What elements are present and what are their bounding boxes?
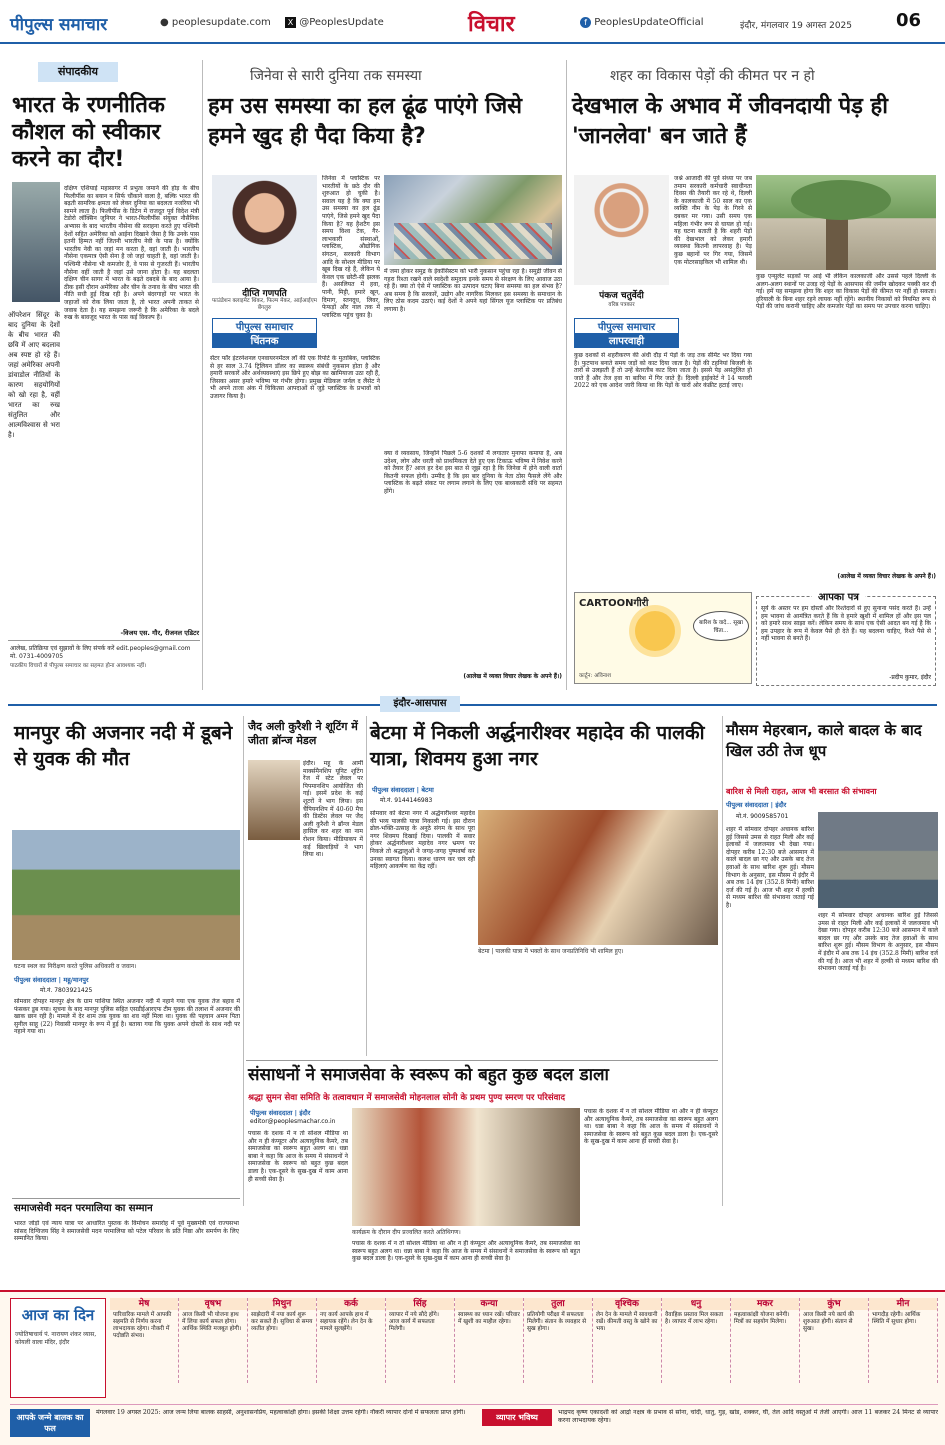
bronze-body: इंदौर। महू के आर्मी मार्क्समैनशिप यूनिट शूटिंग रेंज में स्टेट लेवल पर पिपमानशिप आयोजित की गई। इसमें प्रदेश के कई शूटरों ने भाग लिया। इस चैंपियनशिप में 40-60 मैच की डिस्टेंस लेवल पर जैद अली कुरैशी ने ब्रॉन्ज मेडल हासिल कर शहर का नाम रोशन किया। मीडियाकप में कई खिलाड़ियों ने भाग लिया था। [303,760,363,859]
author-role-pankaj: वरिष्ठ पत्रकार [608,302,635,308]
masthead [0,0,945,44]
drowning-photo-caption: घटना स्थल का निरीक्षण करते पुलिस अधिकारी व जवान। [14,963,137,970]
plastic-body-4: क्या वे व्यवसाय, जिन्होंने पिछले 5-6 दशकों में लगातार मुनाफा कमाया है, अब उदेश्य, लोग और धरती को प्राथमिकता देते हुए एक टिकाऊ भविष्य में निवेश करने को तैयार हैं? आज हर देश इस बात से जूझ रहा है कि जिनेवा में होने वाली वार्ता कितनी सफल होगी। उम्मीद है कि इस बार दुनिया के नेता ठोस फैसले लेंगे और प्लास्टिक के बढ़ते संकट पर लगाम लगाने के लिए एक बाध्यकारी संधि पर सहमत होंगे। [384,450,562,495]
rashi-text: महत्वाकांक्षी योजना बनेगी। मित्रों का सहयोग मिलेगा। [734,1312,790,1325]
editorial-photo [12,182,60,302]
sansad-reporter: पीपुल्स संवाददाता | इंदौर [250,1109,311,1117]
rashi-name: वृषभ [179,1298,247,1310]
rashi-text: पारिवारिक मामले में आपकी सहमति से निर्णय करना लाभदायक रहेगा। नौकरी में पदोन्नति संभव। [113,1312,172,1339]
rashi-cell [179,1298,248,1383]
bronze-photo [248,760,300,840]
rashi-text: आज किसी भी योजना हाथ में लिया कार्य सफल होगा। आर्थिक स्थिति मजबूत होगी। [182,1312,242,1332]
rashi-cell [317,1298,386,1383]
letters-byline: -प्रदीप कुमार, इंदौर [889,674,931,681]
rashi-name: कर्क [317,1298,385,1310]
weather-photo [818,812,938,908]
section-title: विचार [468,12,515,37]
local-section-band [0,696,945,712]
trees-body-2: कुछ दशकों से शहरीकरण की अंधी दौड़ में पेड़ों के जड़ तक सीमेंट भर दिया गया है। फुटपाथ बनाते समय जड़ों को काट दिया जाता है। पेड़ों की टहनियां बिजली के तारों से उलझती हैं तो उन्हें बेतरतीब काट दिया जाता है। इससे पेड़ असंतुलित हो जाते हैं और तेज हवा या बारिश में गिर जाते हैं। दिल्ली हाईकोर्ट ने 14 फरवरी 2022 को एक आदेश जारी किया था कि पेड़ों के चारों ओर कंक्रीट हटाई जाए। [574,352,752,390]
column-label-2: लापरवाही [575,333,678,347]
sansad-email: editor@peoplesmachar.co.in [250,1118,336,1125]
author-name-dipti: दीप्ति गणपति [242,289,287,299]
plastic-waste-photo [384,175,562,265]
sansad-photo-caption: कार्यक्रम के दौरान दीप प्रज्वलित करते अतिथिगण। [352,1229,461,1236]
editorial-byline: -विजय एस. गौर, रीजनल एडिटर [120,629,199,637]
column-label: चिंतनक [213,333,316,347]
rashi-text: भागदौड़ रहेगी। आर्थिक स्थिति में सुधार होगा। [872,1312,921,1325]
horoscope-footer [10,1404,938,1442]
rashi-text: लेन देन के मामले में सावधानी रखें। कीमती वस्तु के खोने का भय। [596,1312,658,1332]
editorial-disclaimer: पाठकीय विचारों से पीपुल्स समाचार का सहमत होना आवश्यक नहीं। [10,663,147,669]
x-icon: X [285,17,296,28]
trees-body-1: जश्ने आजादी की पूर्व संध्या पर जब तमाम सरकारी कर्मचारी स्वाधीनता दिवस की तैयारी कर रहे थे, दिल्ली के कालकाजी में 50 साल का एक व्यक्ति नीम के पेड़ के गिरने से दबकर मर गया। उसी समय एक महिला गंभीर रूप से घायल हो गई। यह घटना बताती है कि शहरी पेड़ों की देखभाल को लेकर हमारी व्यवस्था कितनी लापरवाह है। पेड़ कुछ बहानों पर गिर गया, जिसमें एक मोटरसाइकिल भी शामिल थी। [674,175,752,266]
sansad-body: पचास के दशक में न तो सोशल मीडिया था और न ही कंप्यूटर और अत्याधुनिक कैमरे, तब समाजसेवा का स्वरूप बहुत अलग था। धन्ना बाबा ने कहा कि आज के समय में संसाधनों ने समाजसेवा के स्वरूप को बहुत कुछ बदल डाला है। एक-दूसरे के सुख-दुख में काम आना ही सच्ची सेवा है। [248,1130,348,1183]
sansad-headline: संसाधनों ने समाजसेवा के स्वरूप को बहुत कुछ बदल डाला [248,1065,609,1085]
trees-headline: देखभाल के अभाव में जीवनदायी पेड़ ही 'जानलेवा' बन जाते हैं [572,94,888,149]
sansad-body-3: पचास के दशक में न तो सोशल मीडिया था और न ही कंप्यूटर और अत्याधुनिक कैमरे, तब समाजसेवा का स्वरूप बहुत अलग था। धन्ना बाबा ने कहा कि आज के समय में संसाधनों ने समाजसेवा के स्वरूप को बहुत कुछ बदल डाला है। एक-दूसरे के सुख-दुख में काम आना ही सच्ची सेवा है। [352,1240,580,1263]
rashi-text: वैवाहिक प्रस्ताव मिल सकता है। व्यापार में लाभ रहेगा। [665,1312,724,1325]
procession-reporter: पीपुल्स संवाददाता | बेटमा [372,786,434,794]
weather-phone: मो.नं. 9009585701 [736,813,789,820]
footer-text: मंगलवार 19 अगस्त 2025: आज जन्म लिया बालक साहसी, अनुशासनप्रिय, महत्वाकांक्षी होगा। इसकी शिक्षा उत्तम रहेगी। नौकरी व्यापार दोनों में सफलता प्राप्त होगी। [96,1409,466,1416]
rashi-cell [455,1298,524,1383]
rashi-cell [386,1298,455,1383]
procession-headline: बेटमा में निकली अर्द्धनारीश्वर महादेव की पालकी यात्रा, शिवमय हुआ नगर [370,722,705,770]
twitter-handle[interactable]: X @PeoplesUpdate [285,17,384,28]
trees-kicker: शहर का विकास पेड़ों की कीमत पर न हो [610,68,815,84]
procession-photo-caption: बेटमा | पालकी यात्रा में भक्तों के साथ जनप्रतिनिधि भी शामिल हुए। [478,948,624,955]
column-brand-paper: पीपुल्स समाचार [235,322,294,333]
trees-body-3: कुछ एन्सुलेट सड़कों पर आई भी लेकिन कालकाजी और उससे पहले दिल्ली के अलग-अलग स्थानों पर उजड़ रहे पेड़ों के आसपास की जमीन खोदकर पक्की कर दी गई। हमें यह समझना होगा कि शहर का विकास पेड़ों की कीमत पर नहीं हो सकता। हरियाली के बिना शहर रहने लायक नहीं रहेंगे। स्थानीय निकायों को नियमित रूप से पेड़ों की जांच करानी चाहिए और कमजोर पेड़ों का समय पर उपचार करना चाहिए। [756,273,936,311]
horoscope-strip [0,1290,945,1445]
rashi-name: मेष [110,1298,178,1310]
cartoon-caption: कार्टून: अविनाश [579,673,611,679]
cartoon-sun-icon [635,611,675,651]
sansad-photo [352,1108,580,1226]
rashi-text: साझेदारी में नया कार्य शुरू कर सकते हैं। सुविधा से समय व्यतीत होगा। [251,1312,313,1332]
plastic-body-3: में जमा होकर समुद्र के ईकोसिस्टम को भारी नुकसान पहुंचा रहा है। समुद्री जीवन से गहरा रिश्ता रखने वाले स्वदेशी समुदाय इनके समय से संरक्षण के लिए आवाज उठा रहे हैं। क्या तो ऐसे में प्लास्टिक का उत्पादन घटाए बिना समस्या का हल संभव है? अब समय है कि सरकारें, उद्योग और नागरिक मिलकर इस समस्या के समाधान के लिए ठोस कदम उठाएं। कई देशों ने अपने यहां सिंगल यूज प्लास्टिक पर प्रतिबंध लगाया है। [384,268,562,313]
rashi-cell [731,1298,800,1383]
column-brand [212,318,317,348]
rashi-name: सिंह [386,1298,454,1310]
rashi-name: वृश्चिक [593,1298,661,1310]
sansad-sub: श्रद्धा सुमन सेवा समिति के तत्वावधान में समाजसेवी मोहनलाल सोनी के प्रथम पुण्य स्मरण पर परिसंवाद [248,1093,566,1103]
weather-body-2: शहर में सोमवार दोपहर अचानक बारिश हुई जिससे उमस से राहत मिली और कई इलाकों में जलजमाव भी देखा गया। दोपहर करीब 12:30 बजे आसमान में काले बादल छा गए और उसके बाद तेज हवाओं के साथ बारिश शुरू हुई। मौसम विभाग के अनुसार, इस मौसम में इंदौर में अब तक 14 इंच (352.8 मिमी) बारिश दर्ज की गई है। आज भी शहर में हल्की से मध्यम बारिश की संभावना जताई गई है। [818,912,938,973]
plastic-body-2: सेंटर फॉर इंटरनेशनल एनवायरनमेंटल लॉ की एक रिपोर्ट के मुताबिक, प्लास्टिक से हर साल 3.74 ट्रिलियन डॉलर का स्वास्थ्य संबंधी नुकसान होता है और हमारी सरकारें और अर्थव्यवस्थाएं इस छिपे हुए बोझ का खामियाजा उठा रही हैं, जिसका असर हमारे भविष्य पर गंभीर होगा। प्रमुख मेडिकल जर्नल द लैंसेट ने भी अपने ताजा अंक में चिकित्सा आपदाओं से जुड़े प्लास्टिक के प्रभावों को उजागर किया है। [210,355,380,400]
author-photo-pankaj [574,175,669,285]
drowning-photo [12,830,240,960]
plastic-kicker: जिनेवा से सारी दुनिया तक समस्या [250,68,422,84]
local-section-label: इंदौर-आसपास [380,696,460,712]
weather-headline: मौसम मेहरबान, काले बादल के बाद खिल उठी तेज धूप [726,721,922,760]
plastic-note: (आलेख में व्यक्त विचार लेखक के अपने हैं।) [463,673,562,680]
rashi-cell [800,1298,869,1383]
procession-phone: मो.नं. 9144146983 [380,797,433,804]
rashi-text: प्रतियोगी परीक्षा में सफलता मिलेगी। संतान के व्यवहार से सुख होगा। [527,1312,587,1332]
rashi-row [110,1298,938,1384]
letters-label: आपका पत्र [812,589,865,603]
paper-name: पीपुल्स समाचार [10,15,108,35]
editorial-body: दक्षिण एशियाई महासागर में प्रभुत्व जमाने की होड़ के बीच फिलीपींस का बयान न सिर्फ चौंकाने वाला है, बल्कि भारत की बढ़ती सामरिक क्षमता को लेकर दुनिया का बदलता नजरिया भी सामने लाता है। फिलीपींस के डिटेन में राजदूत पूर्व विदेश मंत्री टेडोरो लॉक्सिन जूनियर ने भारत-फिलीपींस संयुक्त नौसैनिक अभ्यास के बाद भारतीय नौसेना की सराहना करते हुए पश्चिमी देशों सहित अमेरिका को आईना दिखाने जैसा है कि उनके पास इतनी हिम्मत नहीं जितनी भारतीय नेवी के पास है। क्योंकि भारतीय नेवी का जहां मन करता है, वहां जाती है। भारतीय नौसेना एकमात्र ऐसी सेना है जो जहां चाहती है, वहां जाती है। पश्चिमी नौसेना भी कमजोर हैं, वे पास से गुजरती हैं। भारतीय नौसेना वहीं जाती है जहां उसे जाना होता है। यह बदलता दक्षिण चीन सागर में भारत के बढ़ते दबदबे के बाद आया है। ठीक इसी दौरान अमेरिका और चीन के तनाव के बीच भारत की नीति सधी हुई दिख रही है। अपने बंदरगाहों पर भारत के जहाजों को रोक लिया जाता है, तो भारत अपनी ताकत से जवाब देता है। यह समझना जरूरी है कि अमेरिका के बदले रुख के बावजूद भारत के पास कई विकल्प हैं। [64,185,199,322]
drowning-phone: मो.नं. 7803921425 [40,987,93,994]
drowning-body: सोमवार दोपहर मानपुर क्षेत्र के ग्राम पाशिया स्थित अजनार नदी में नहाने गया एक युवक तेज बहाव में फंसकर डूब गया। सूचना के बाद मानपुर पुलिस सहित एसडीईआरएफ टीम युवक की तलाश में अजनार की खाक छान रही है। मामले में देर शाम तक युवक का शव नहीं मिला था। युवक की पहचान अमन पिता सुनील साहू (22) निवासी मानपुर के रूप में हुई है। बताया गया कि युवक अपने दोस्तों के साथ नदी पर नहाने गया था। [14,998,240,1036]
footer-label: आपके जन्मे बालक का फल [10,1409,90,1437]
editorial-contact: आलेख, प्रतिक्रिया एवं सुझावों के लिए संपर्क करें edit.peoples@gmail.com मो. 0731-4009705 [10,645,191,660]
rashi-name: मीन [869,1298,937,1310]
cartoon-panel [574,592,752,684]
author-photo-dipti [212,175,317,283]
rashi-cell [110,1298,179,1383]
weather-body: शहर में सोमवार दोपहर अचानक बारिश हुई जिससे उमस से राहत मिली और कई इलाकों में जलजमाव भी देखा गया। दोपहर करीब 12:30 बजे आसमान में काले बादल छा गए और उसके बाद तेज हवाओं के साथ बारिश शुरू हुई। मौसम विभाग के अनुसार, इस मौसम में इंदौर में अब तक 14 इंच (352.8 मिमी) बारिश दर्ज की गई है। आज भी शहर में हल्की से मध्यम बारिश की संभावना जताई गई है। [726,826,814,909]
plastic-headline: हम उस समस्या का हल ढूंढ पाएंगे जिसे हमने खुद ही पैदा किया है? [208,94,523,149]
page-number: 06 [896,10,922,31]
rashi-cell [524,1298,593,1383]
cartoon-bubble: बारिश के वादे... सूखा चिंता... [693,611,749,641]
author-role-dipti: फाउंडेशन क्लाइमेट थिंकर, फिल्म मेकर, आईआईएम बेंगलुरु [212,298,318,311]
rashi-name: मिथुन [248,1298,316,1310]
rashi-name: कुंभ [800,1298,868,1310]
editorial-label: संपादकीय [38,62,118,82]
tree-photo [756,175,936,270]
rashi-cell [593,1298,662,1383]
editorial-headline: भारत के रणनीतिक कौशल को स्वीकार करने का दौर! [12,93,165,172]
trees-note: (आलेख में व्यक्त विचार लेखक के अपने हैं।) [837,573,936,580]
drowning-headline: मानपुर की अजनार नदी में डूबने से युवक की मौत [14,722,233,770]
business-text: भाद्रपद कृष्ण एकादशी को आर्द्रा नक्षत्र के प्रभाव से सोना, चांदी, धातु, गुड़, खांड, शक्कर, घी, तेल आदि वस्तुओं में तेजी आएगी। आज 11 बजकर 24 मिनट से व्यापार करना लाभदायक रहेगा। [558,1409,938,1424]
dateline: इंदौर, मंगलवार 19 अगस्त 2025 [740,21,853,31]
samajsevi-headline: समाजसेवी मदन परमालिया का सम्मान [14,1203,153,1214]
column-brand-paper-2: पीपुल्स समाचार [597,322,656,333]
rashi-text: स्वास्थ्य का ध्यान रखें। परिवार में खुशी का माहौल रहेगा। [458,1312,520,1325]
rashi-text: नए कार्य आपके हाथ में सहायक रहेंगे। लेन देन के मामले सुलझेंगे। [320,1312,373,1332]
rashi-name: कन्या [455,1298,523,1310]
horoscope-panchang: ज्योतिषाचार्य पं. नारायण शंकर व्यास, कोयली वाला मंदिर, इंदौर [15,1331,97,1346]
bronze-headline: जैद अली कुरैशी ने शूटिंग में जीता ब्रॉन्ज मेडल [248,720,358,747]
author-name-pankaj: पंकज चतुर्वेदी [599,291,644,301]
horoscope-title-box [10,1298,106,1398]
rashi-name: मकर [731,1298,799,1310]
weather-sub: बारिश से मिली राहत, आज भी बरसात की संभावना [726,787,877,796]
globe-icon: ● [160,17,169,28]
rashi-name: तुला [524,1298,592,1310]
website-link[interactable]: ● peoplesupdate.com [160,17,271,28]
rashi-text: व्यापार में नये सौदे होंगे। आज कार्य में सफलता मिलेगी। [389,1312,439,1332]
letters-box [756,592,936,686]
column-brand-2 [574,318,679,348]
rashi-text: आज किसी नये कार्य की शुरुआत होगी। संतान से सुख। [803,1312,854,1332]
cartoon-label: CARTOONगीरी [579,598,649,609]
procession-photo [478,810,718,945]
rashi-cell [662,1298,731,1383]
rashi-cell [248,1298,317,1383]
letters-body: सूर्य के अस्तर पर हम दोस्तों और रिश्तेदारों से हुए सुनाना पसंद करते हैं। उन्हें हम भावना से आमंत्रित करते हैं कि वे हमारे खुशी में शामिल हों और इस पल को हमारे साथ साझा करें। लेकिन समय के साथ एक ऐसी आदत बन गई है कि हम उपहार के रूप में केवल पैसे ही देते हैं। यह बदलना चाहिए, रिश्ते पैसे से नहीं भावना से बनते हैं। [761,605,931,643]
drowning-reporter: पीपुल्स संवाददाता | महू/मानपुर [14,976,89,984]
procession-body: सोमवार को बेटमा नगर में अर्द्धनारीश्वर महादेव की भव्य पालकी यात्रा निकाली गई। इस दौरान ढोल-भक्ति-उत्साह के अनूठे संगम के साथ पूरा नगर शिवमय दिखाई दिया। पालकी में सवार होकर अर्द्धनारीश्वर महादेव नगर भ्रमण पर निकले तो श्रद्धालुओं ने जगह-जगह पुष्पवर्षा कर उनका स्वागत किया। कलश धारण कर चल रही महिलाएं आकर्षण का केंद्र रहीं। [370,810,475,871]
rashi-name: धनु [662,1298,730,1310]
facebook-handle[interactable]: f PeoplesUpdateOfficial [580,17,704,28]
sansad-body-2: पचास के दशक में न तो सोशल मीडिया था और न ही कंप्यूटर और अत्याधुनिक कैमरे, तब समाजसेवा का स्वरूप बहुत अलग था। धन्ना बाबा ने कहा कि आज के समय में संसाधनों ने समाजसेवा के स्वरूप को बहुत कुछ बदल डाला है। एक-दूसरे के सुख-दुख में काम आना ही सच्ची सेवा है। [584,1108,718,1146]
editorial-side-text: ऑपरेशन सिंदूर के बाद दुनिया के देशों के बीच भारत की छवि में आए बदलाव अब स्पष्ट हो रहे हैं। जहां अमेरिका अपनी डांवाडोल नीतियों के कारण सहयोगियों को खो रहा है, वहीं भारत का रुख संतुलित और आत्मविश्वास से भरा है। [8,311,60,439]
weather-reporter: पीपुल्स संवाददाता | इंदौर [726,801,787,809]
rashi-cell [869,1298,938,1383]
samajsevi-body: भारत जोड़ो एवं न्याय यात्रा पर आधारित पुस्तक के विमोचन समारोह में पूर्व मुख्यमंत्री एवं राज्यसभा सांसद दिग्विजय सिंह ने समाजसेवी मदन परमालिया को पटेल परिवार के प्रति निष्ठा और समर्पण के लिए सम्मानित किया। [14,1220,239,1243]
plastic-body-1: जिनेवा में प्लास्टिक पर भारतीयों के छठे दौर की शुरुआत हो चुकी है। सवाल यह है कि क्या हम उस समस्या का हल ढूंढ पाएंगे, जिसे हमने खुद पैदा किया है? यह हैशटैग इस समय विश्व टेक, गैर-लाभकारी संस्थाओं, प्लास्टिक, औद्योगिक संगठन, सरकारी विभाग आदि के सोशल मीडिया पर खूब दिख रहे हैं, लेकिन ये केवल एक छोटी-सी झलक हैं। असलियत में हवा, पानी, मिट्टी, हमारे खून, दिमाग, स्तनदूध, लिवर, फेफड़ों और नाल तक में प्लास्टिक पहुंच चुका है। [322,175,380,319]
business-label: व्यापार भविष्य [482,1409,552,1426]
facebook-icon: f [580,17,591,28]
horoscope-title: आज का दिन [21,1306,95,1324]
